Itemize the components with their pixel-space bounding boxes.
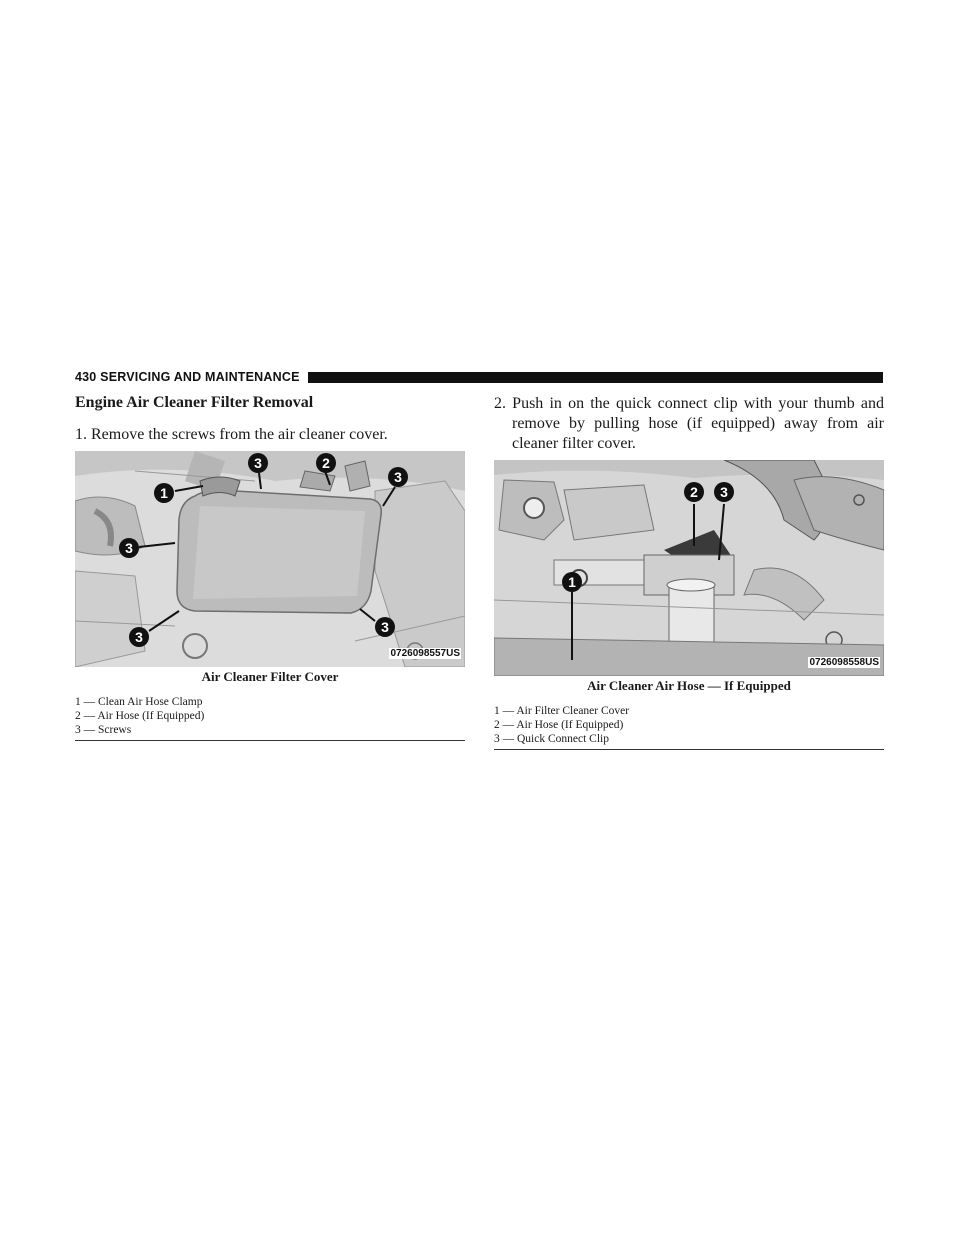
svg-text:3: 3 <box>381 619 389 635</box>
callout-3 <box>375 617 395 637</box>
left-column <box>75 394 465 741</box>
page-number: 430 <box>75 370 97 384</box>
engine-bay-illustration-1 <box>75 451 465 667</box>
right-column <box>494 394 884 750</box>
callout-3 <box>714 482 734 502</box>
svg-text:2: 2 <box>322 455 330 471</box>
svg-text:3: 3 <box>254 455 262 471</box>
legend-item: 3 — Screws <box>75 724 132 736</box>
page-header <box>75 369 883 385</box>
legend-item: 1 — Clean Air Hose Clamp <box>75 696 203 708</box>
svg-text:3: 3 <box>125 540 133 556</box>
figure-air-cleaner-filter-cover <box>75 451 465 667</box>
header-rule <box>308 372 883 383</box>
figure-code: 0726098557US <box>390 648 460 659</box>
callout-3 <box>248 453 268 473</box>
legend-rule <box>75 740 465 741</box>
svg-text:1: 1 <box>568 574 576 590</box>
section-title: Engine Air Cleaner Filter Removal <box>75 394 314 411</box>
svg-text:3: 3 <box>720 484 728 500</box>
callout-3 <box>388 467 408 487</box>
legend-item: 3 — Quick Connect Clip <box>494 733 609 745</box>
svg-text:3: 3 <box>135 629 143 645</box>
figure-code: 0726098558US <box>809 657 879 668</box>
header-text <box>75 370 300 384</box>
figure-legend <box>75 695 465 737</box>
legend-item: 2 — Air Hose (If Equipped) <box>75 710 205 722</box>
figure-caption: Air Cleaner Air Hose — If Equipped <box>587 678 791 693</box>
figure-caption: Air Cleaner Filter Cover <box>201 669 339 684</box>
engine-bay-illustration-2 <box>494 460 884 676</box>
callout-1 <box>562 572 582 592</box>
step-2: 2. Push in on the quick connect clip with your thumb and remove by pulling hose (if equipped) away from air cleaner filter cover. <box>494 395 884 452</box>
legend-item: 1 — Air Filter Cleaner Cover <box>494 705 630 717</box>
figure-legend <box>494 704 884 746</box>
step-1: 1. Remove the screws from the air cleaner cover. <box>75 426 388 443</box>
callout-2 <box>316 453 336 473</box>
callout-1 <box>154 483 174 503</box>
legend-rule <box>494 749 884 750</box>
callout-3 <box>129 627 149 647</box>
callout-2 <box>684 482 704 502</box>
svg-text:3: 3 <box>394 469 402 485</box>
svg-text:2: 2 <box>690 484 698 500</box>
callout-3 <box>119 538 139 558</box>
legend-item: 2 — Air Hose (If Equipped) <box>494 719 624 731</box>
svg-text:1: 1 <box>160 485 168 501</box>
figure-air-cleaner-air-hose <box>494 460 884 676</box>
section-name: SERVICING AND MAINTENANCE <box>100 370 300 384</box>
